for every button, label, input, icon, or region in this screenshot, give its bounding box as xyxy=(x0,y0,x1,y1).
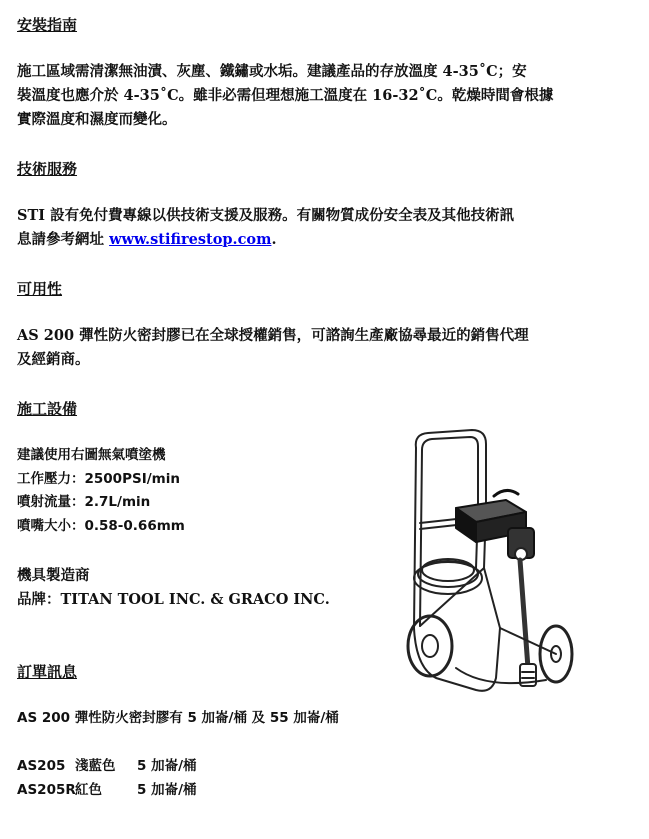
availability-line: 及經銷商。 xyxy=(17,351,90,368)
ordering-heading: 訂單訊息 xyxy=(17,663,78,681)
equipment-heading: 施工設備 xyxy=(17,400,78,418)
product-list xyxy=(17,755,577,802)
product-color: 紅色 xyxy=(75,781,102,798)
equipment-line: 噴射流量：2.7L/min xyxy=(17,494,151,510)
install-paragraph xyxy=(17,60,577,132)
ordering-summary: AS 200 彈性防火密封膠有 5 加崙/桶 及 55 加崙/桶 xyxy=(17,710,339,726)
product-size: 5 加崙/桶 xyxy=(137,781,197,798)
install-line: 施工區域需清潔無油漬、灰塵、鐵鏽或水垢。建議產品的存放溫度 4-35˚C；安 xyxy=(17,63,527,80)
product-size: 5 加崙/桶 xyxy=(137,758,197,774)
equipment-line: 噴嘴大小：0.58-0.66mm xyxy=(17,517,185,534)
availability-heading: 可用性 xyxy=(17,280,63,298)
airless-sprayer-illustration xyxy=(396,428,576,703)
equipment-line: 工作壓力：2500PSI/min xyxy=(17,470,180,487)
tech-url-suffix: . xyxy=(271,231,277,248)
tech-line xyxy=(17,228,577,252)
install-line: 裝溫度也應介於 4-35˚C。雖非必需但理想施工溫度在 16-32˚C。乾燥時間會根據 xyxy=(17,87,554,104)
product-row xyxy=(17,755,577,779)
equipment-line: 建議使用右圖無氣噴塗機 xyxy=(17,447,166,463)
availability-line: AS 200 彈性防火密封膠已在全球授權銷售，可諮詢生產廠協尋最近的銷售代理 xyxy=(17,327,529,344)
product-row xyxy=(17,779,577,803)
brand-line: 品牌：TITAN TOOL INC. & GRACO INC. xyxy=(17,591,330,608)
product-code: AS205R xyxy=(17,781,76,798)
tech-heading: 技術服務 xyxy=(17,160,78,178)
availability-paragraph xyxy=(17,324,577,372)
manufacturer-heading: 機具製造商 xyxy=(17,567,90,584)
install-line: 實際溫度和濕度而變化。 xyxy=(17,111,177,128)
install-heading: 安裝指南 xyxy=(17,16,78,34)
product-code: AS205 xyxy=(17,758,66,774)
tech-paragraph xyxy=(17,204,577,252)
website-link[interactable]: www.stifirestop.com xyxy=(109,231,272,248)
tech-url-prefix: 息請參考網址 xyxy=(17,231,110,248)
tech-line: STI 設有免付費專線以供技術支援及服務。有關物質成份安全表及其他技術訊 xyxy=(17,207,515,224)
product-color: 淺藍色 xyxy=(75,758,116,774)
